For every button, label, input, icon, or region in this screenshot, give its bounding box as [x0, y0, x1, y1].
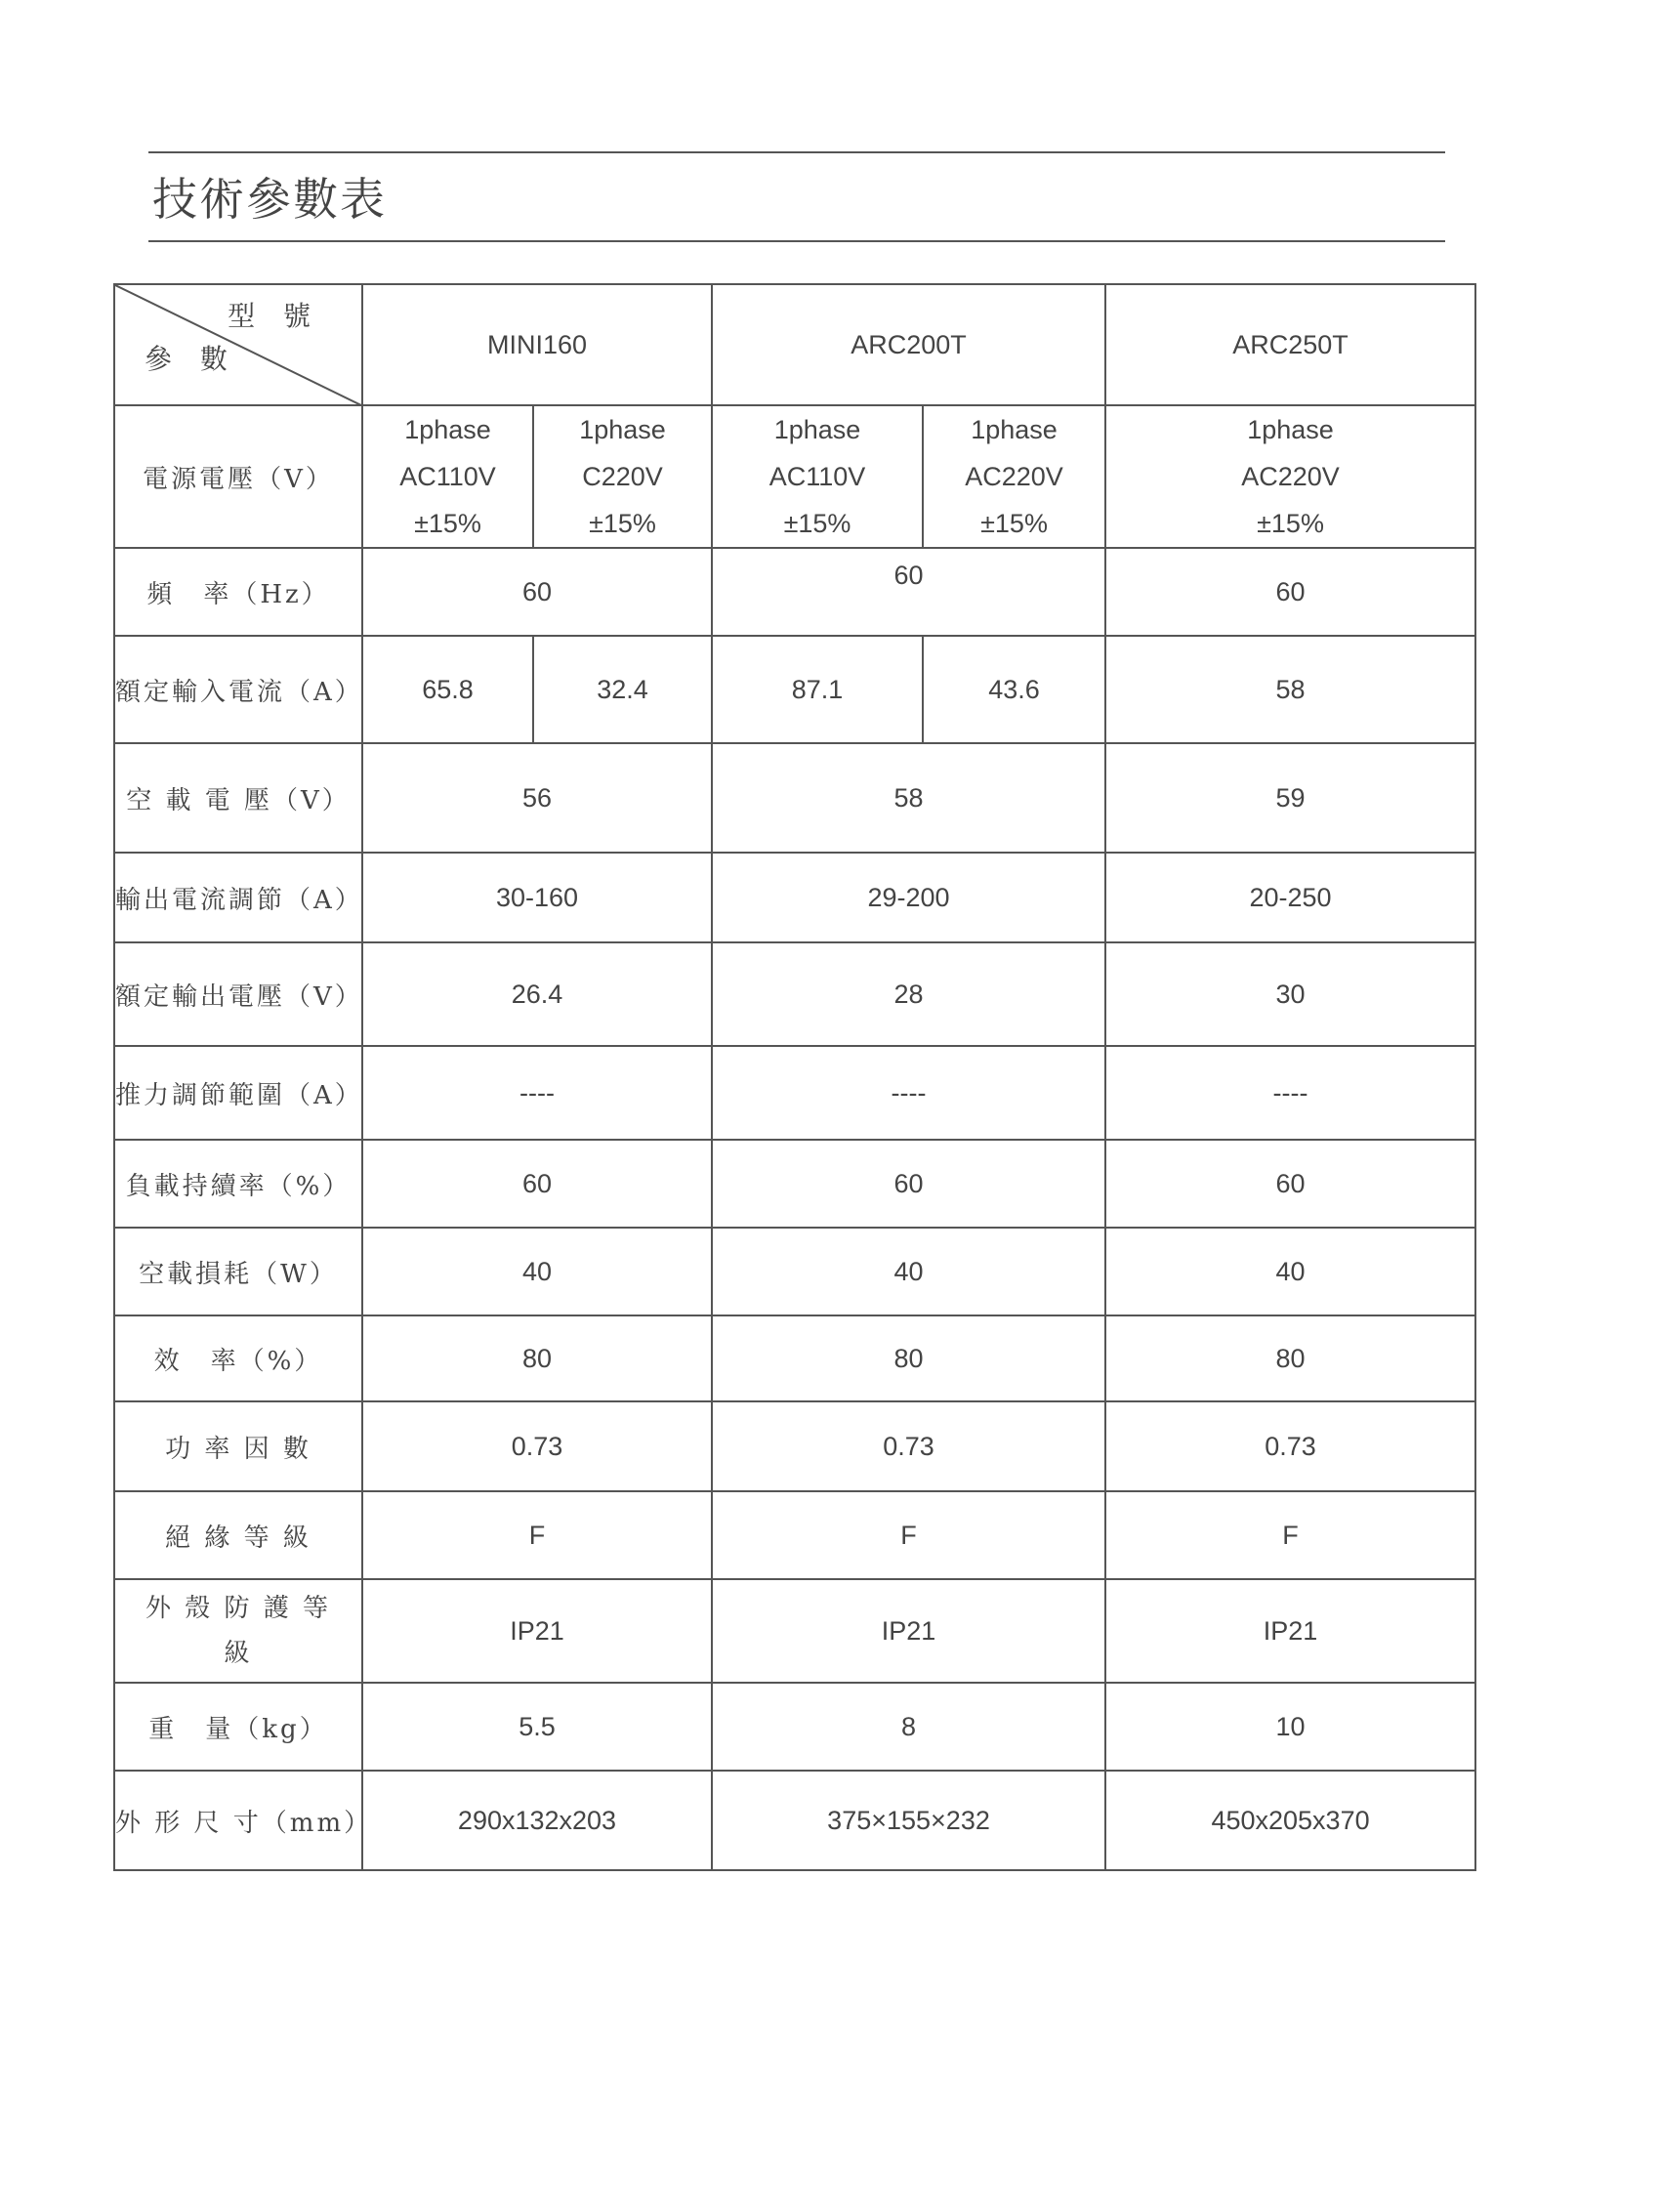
row-label: 電源電壓（V）: [114, 405, 362, 548]
table-row-thrust: [114, 1046, 1475, 1140]
table-cell: 1phase AC220V ±15%: [923, 405, 1105, 548]
spec-table: [113, 283, 1476, 1871]
title-bottom-rule: [148, 240, 1445, 242]
table-cell: 29-200: [712, 853, 1105, 942]
table-cell: 32.4: [533, 636, 712, 743]
table-row-power-factor: [114, 1401, 1475, 1491]
page-title: 技術參數表: [152, 173, 387, 226]
title-top-rule: [148, 151, 1445, 153]
row-label: 重 量（kg）: [114, 1683, 362, 1771]
table-cell: 20-250: [1105, 853, 1475, 942]
model-header-arc200t: ARC200T: [712, 284, 1105, 405]
corner-model-label: 型 號: [228, 300, 320, 332]
row-label: 效 率（%）: [114, 1315, 362, 1401]
corner-param-label: 參 數: [145, 343, 237, 375]
table-cell: 80: [712, 1315, 1105, 1401]
model-header-mini160: MINI160: [362, 284, 712, 405]
row-label: 額定輸出電壓（V）: [114, 942, 362, 1046]
table-cell: 65.8: [362, 636, 533, 743]
table-row-output-current: [114, 853, 1475, 942]
table-cell: 1phase AC220V ±15%: [1105, 405, 1475, 548]
row-label: 功 率 因 數: [114, 1401, 362, 1491]
table-cell: 80: [362, 1315, 712, 1401]
table-row-voltage: [114, 405, 1475, 548]
table-cell: 1phase AC110V ±15%: [362, 405, 533, 548]
row-label: 外 形 尺 寸（mm）: [114, 1771, 362, 1870]
table-cell: 60: [712, 1140, 1105, 1228]
table-cell: 40: [362, 1228, 712, 1315]
table-row-output-voltage: [114, 942, 1475, 1046]
table-cell: 87.1: [712, 636, 923, 743]
table-cell: 0.73: [712, 1401, 1105, 1491]
header-corner-cell: [114, 284, 362, 405]
table-cell: 28: [712, 942, 1105, 1046]
table-row-no-load-voltage: [114, 743, 1475, 853]
table-cell: 30: [1105, 942, 1475, 1046]
table-cell: 60: [712, 548, 1105, 636]
row-label: 推力調節範圍（A）: [114, 1046, 362, 1140]
table-cell: 10: [1105, 1683, 1475, 1771]
table-row-insulation: [114, 1491, 1475, 1579]
table-cell: 60: [1105, 1140, 1475, 1228]
table-cell: IP21: [712, 1579, 1105, 1683]
table-cell: ----: [712, 1046, 1105, 1140]
table-cell: 5.5: [362, 1683, 712, 1771]
table-cell: 450x205x370: [1105, 1771, 1475, 1870]
table-cell: 40: [1105, 1228, 1475, 1315]
table-cell: 290x132x203: [362, 1771, 712, 1870]
table-cell: 1phase AC110V ±15%: [712, 405, 923, 548]
table-row-dimensions: [114, 1771, 1475, 1870]
table-cell: 56: [362, 743, 712, 853]
row-label: 絕 緣 等 級: [114, 1491, 362, 1579]
table-row-duty-cycle: [114, 1140, 1475, 1228]
table-cell: 58: [712, 743, 1105, 853]
table-row-no-load-loss: [114, 1228, 1475, 1315]
row-label: 額定輸入電流（A）: [114, 636, 362, 743]
table-cell: 43.6: [923, 636, 1105, 743]
table-cell: 1phase C220V ±15%: [533, 405, 712, 548]
row-label: 外 殼 防 護 等 級: [114, 1579, 362, 1683]
table-cell: ----: [1105, 1046, 1475, 1140]
table-cell: IP21: [362, 1579, 712, 1683]
table-cell: F: [712, 1491, 1105, 1579]
table-cell: 8: [712, 1683, 1105, 1771]
row-label: 輸出電流調節（A）: [114, 853, 362, 942]
table-cell: 30-160: [362, 853, 712, 942]
table-cell: IP21: [1105, 1579, 1475, 1683]
model-header-arc250t: ARC250T: [1105, 284, 1475, 405]
table-cell: 60: [362, 1140, 712, 1228]
table-cell: 80: [1105, 1315, 1475, 1401]
table-cell: F: [1105, 1491, 1475, 1579]
table-cell: 60: [1105, 548, 1475, 636]
table-cell: ----: [362, 1046, 712, 1140]
table-row-weight: [114, 1683, 1475, 1771]
table-cell: 40: [712, 1228, 1105, 1315]
table-row-input-current: [114, 636, 1475, 743]
table-cell: 0.73: [1105, 1401, 1475, 1491]
table-cell: 26.4: [362, 942, 712, 1046]
table-cell: 0.73: [362, 1401, 712, 1491]
table-cell: 58: [1105, 636, 1475, 743]
row-label: 頻 率（Hz）: [114, 548, 362, 636]
table-cell: F: [362, 1491, 712, 1579]
header-row: [114, 284, 1475, 405]
table-row-efficiency: [114, 1315, 1475, 1401]
table-cell: 59: [1105, 743, 1475, 853]
table-row-protection: [114, 1579, 1475, 1683]
table-cell: 60: [362, 548, 712, 636]
table-cell: 375×155×232: [712, 1771, 1105, 1870]
row-label: 空載損耗（W）: [114, 1228, 362, 1315]
table-row-frequency: [114, 548, 1475, 636]
row-label: 負載持續率（%）: [114, 1140, 362, 1228]
row-label: 空 載 電 壓（V）: [114, 743, 362, 853]
